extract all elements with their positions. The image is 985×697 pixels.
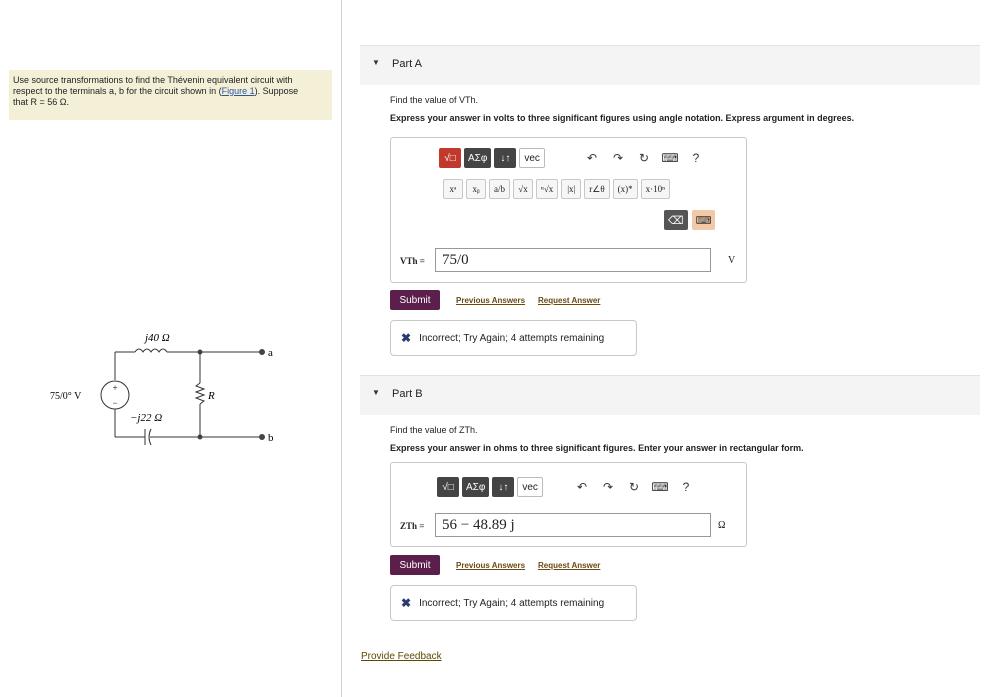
part-a-tools [584,150,704,166]
part-a-title: Part A [392,58,422,70]
incorrect-x-icon: ✖ [401,331,412,345]
sqrt-button[interactable]: √x [513,179,533,199]
vth-unit: V [728,255,736,266]
part-a-extra-tools [664,210,715,230]
part-a-feedback [390,320,637,356]
problem-line-1: Use source transformations to find the Thévenin equivalent circuit with [13,75,293,85]
help-icon[interactable]: ? [682,480,690,494]
reset-icon[interactable]: ↻ [628,480,640,494]
templates-button[interactable]: √□ [437,477,459,497]
help-icon[interactable]: ? [692,151,700,165]
part-b-feedback [390,585,637,621]
terminal-b-node [259,434,265,440]
part-a-instruction: Express your answer in volts to three significant figures using angle notation. Express argument in degrees. [390,113,855,123]
capacitor-label: −j22 Ω [130,412,163,424]
part-b-submit-button[interactable]: Submit [390,555,440,575]
problem-line-2 [13,86,328,97]
provide-feedback-link[interactable]: Provide Feedback [361,651,442,662]
fraction-button[interactable]: a/b [489,179,510,199]
part-a-submit-button[interactable]: Submit [390,290,440,310]
undo-icon[interactable]: ↶ [576,480,588,494]
source-plus: + [112,383,118,393]
part-b-question: Find the value of ZTh. [390,425,478,435]
vector-button[interactable]: vec [517,477,543,497]
part-b-instruction: Express your answer in ohms to three significant figures. Enter your answer in rectangular form. [390,443,804,453]
backspace-icon[interactable]: ⌫ [664,210,688,230]
part-a-question: Find the value of VTh. [390,95,479,105]
resistor-symbol [196,383,204,404]
nth-root-button[interactable]: ⁿ√x [536,179,558,199]
source-minus: − [112,398,118,408]
figure-link[interactable]: Figure 1 [221,86,255,96]
abs-button[interactable]: |x| [561,179,581,199]
source-label: 75/0° V [50,391,82,402]
terminal-a-node [259,349,265,355]
keyboard-icon[interactable]: ⌨ [651,480,669,494]
part-b-previous-answers-link[interactable]: Previous Answers [456,561,526,570]
problem-statement [9,70,332,120]
inductor-label: j40 Ω [145,332,170,344]
greek-symbols-button[interactable]: ΑΣφ [462,477,489,497]
redo-icon[interactable]: ↷ [612,151,624,165]
greek-symbols-button[interactable]: ΑΣφ [464,148,491,168]
collapse-arrow-icon[interactable]: ▼ [372,388,380,397]
part-b-tools [574,479,694,495]
zth-label: ZTh = [400,521,425,531]
circuit-diagram [40,325,300,455]
keyboard-toggle-icon[interactable]: ⌨ [692,210,716,230]
problem-line-2-post: ). Suppose [254,86,299,96]
polar-button[interactable]: r∠θ [584,179,609,199]
vector-button[interactable]: vec [519,148,545,168]
subscript-button[interactable]: xᵦ [466,179,486,199]
arrows-button[interactable]: ↓↑ [492,477,514,497]
part-b-answer-box [390,462,747,547]
terminal-a-label: a [268,347,273,359]
part-a-header[interactable] [360,45,980,85]
conjugate-button[interactable]: (x)* [613,179,638,199]
part-a-request-answer-link[interactable]: Request Answer [538,296,601,305]
scientific-notation-button[interactable]: x·10ⁿ [641,179,670,199]
collapse-arrow-icon[interactable]: ▼ [372,58,380,67]
vth-input[interactable]: 75/0 [435,248,711,272]
zth-input[interactable]: 56 − 48.89 j [435,513,711,537]
part-b-request-answer-link[interactable]: Request Answer [538,561,601,570]
part-a-answer-box [390,137,747,283]
part-a-toolbar [439,148,545,168]
part-a-previous-answers-link[interactable]: Previous Answers [456,296,526,305]
arrows-button[interactable]: ↓↑ [494,148,516,168]
left-pane [0,0,342,697]
part-a-math-palette [443,179,670,199]
undo-icon[interactable]: ↶ [586,151,598,165]
part-b-feedback-text: Incorrect; Try Again; 4 attempts remaining [419,597,605,609]
terminal-b-label: b [268,432,274,444]
incorrect-x-icon: ✖ [401,596,412,610]
part-b-title: Part B [392,388,423,400]
reset-icon[interactable]: ↻ [638,151,650,165]
superscript-button[interactable]: xᵃ [443,179,463,199]
resistor-label: R [208,390,215,402]
redo-icon[interactable]: ↷ [602,480,614,494]
vth-label: VTh = [400,256,425,266]
problem-line-2-pre: respect to the terminals a, b for the circuit shown in ( [13,86,222,96]
zth-unit: Ω [718,520,726,531]
part-a-feedback-text: Incorrect; Try Again; 4 attempts remaining [419,332,605,344]
keyboard-icon[interactable]: ⌨ [661,151,679,165]
inductor-symbol [135,349,167,352]
problem-line-3: that R = 56 Ω. [13,97,70,107]
part-b-header[interactable] [360,375,980,415]
part-b-toolbar [437,477,543,497]
templates-button[interactable]: √□ [439,148,461,168]
